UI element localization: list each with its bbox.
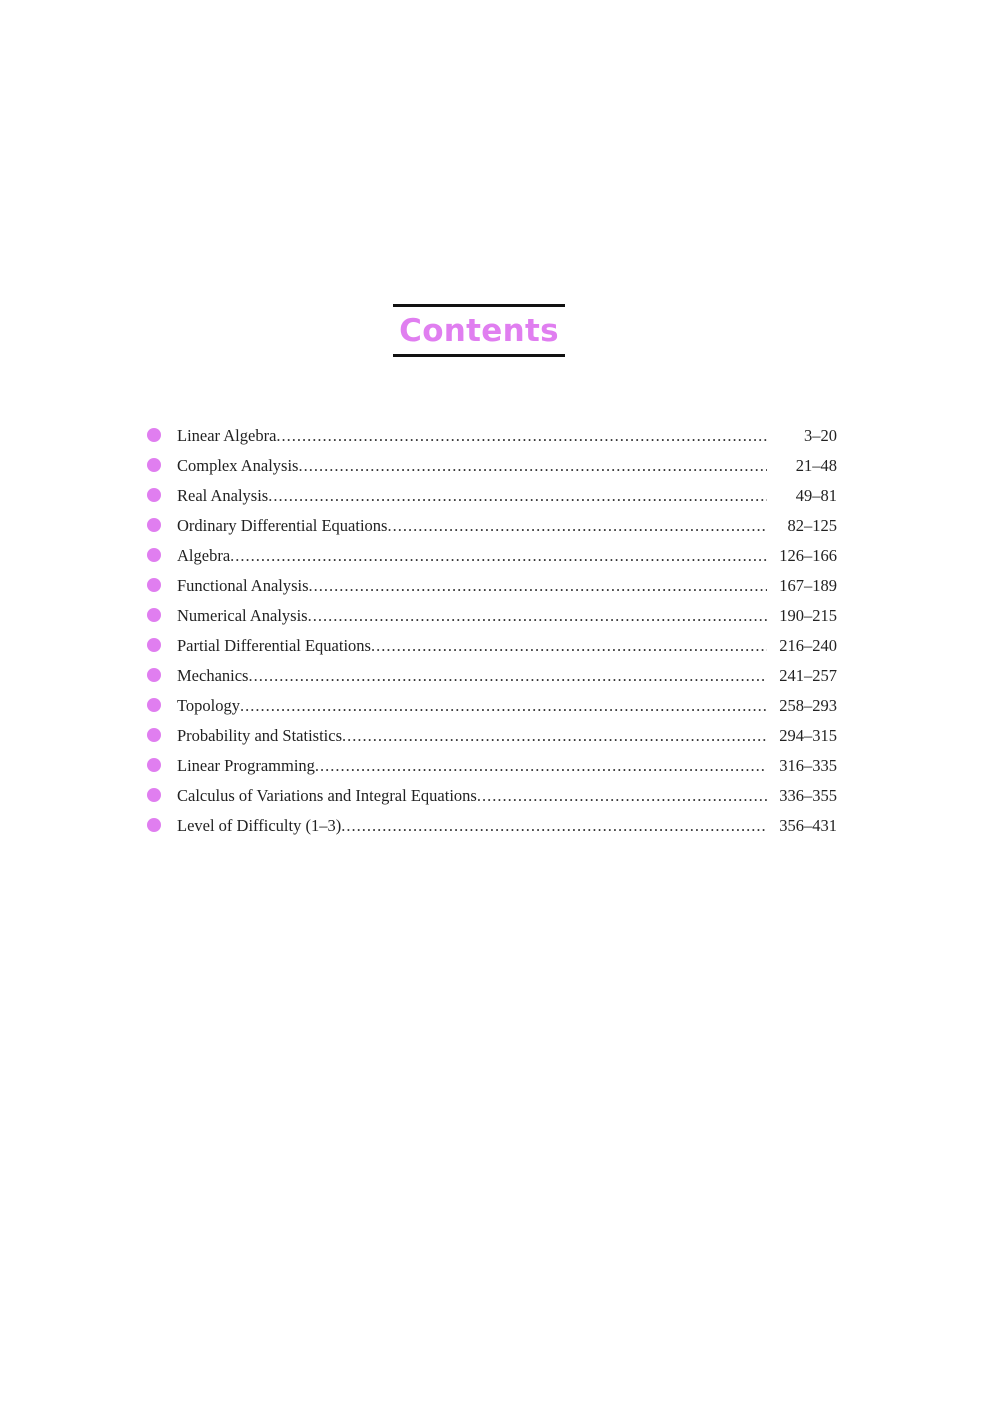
dot-leader — [276, 426, 767, 446]
bullet-icon — [147, 428, 161, 442]
bullet-icon — [147, 638, 161, 652]
toc-entry-pages: 167–189 — [779, 576, 837, 595]
toc-entry-partial-differential-equations[interactable] — [147, 631, 837, 661]
toc-entry-calculus-of-variations[interactable] — [147, 781, 837, 811]
toc-entry-pages: 336–355 — [779, 786, 837, 805]
bullet-icon — [147, 818, 161, 832]
toc-entry-line — [177, 666, 837, 686]
toc-entry-line — [177, 546, 837, 566]
heading-rule-bottom — [393, 354, 565, 357]
bullet-icon — [147, 578, 161, 592]
dot-leader — [342, 726, 767, 746]
toc-entry-linear-programming[interactable] — [147, 751, 837, 781]
toc-entry-algebra[interactable] — [147, 541, 837, 571]
toc-entry-mechanics[interactable] — [147, 661, 837, 691]
bullet-icon — [147, 698, 161, 712]
page-title: Contents — [399, 313, 559, 349]
toc-entry-title: Topology — [177, 696, 241, 715]
toc-entry-topology[interactable] — [147, 691, 837, 721]
toc-entry-pages: 356–431 — [779, 816, 837, 835]
dot-leader — [308, 606, 767, 626]
toc-entry-line — [177, 756, 837, 776]
toc-entry-title: Mechanics — [177, 666, 249, 685]
dot-leader — [268, 486, 767, 506]
toc-entry-line — [177, 456, 837, 476]
toc-entry-line — [177, 576, 837, 596]
toc-entry-title: Functional Analysis — [177, 576, 309, 595]
toc-entry-line — [177, 516, 837, 536]
toc-entry-functional-analysis[interactable] — [147, 571, 837, 601]
toc-entry-line — [177, 816, 837, 836]
toc-entry-line — [177, 486, 837, 506]
bullet-icon — [147, 458, 161, 472]
dot-leader — [341, 816, 767, 836]
bullet-icon — [147, 728, 161, 742]
toc-entry-numerical-analysis[interactable] — [147, 601, 837, 631]
toc-entry-pages: 126–166 — [779, 546, 837, 565]
toc-entry-pages: 294–315 — [779, 726, 837, 745]
dot-leader — [371, 636, 767, 656]
toc-entry-pages: 3–20 — [804, 426, 837, 445]
dot-leader — [298, 456, 767, 476]
toc-entry-probability-and-statistics[interactable] — [147, 721, 837, 751]
dot-leader — [387, 516, 767, 536]
toc-entry-line — [177, 426, 837, 446]
dot-leader — [248, 666, 767, 686]
toc-entry-pages: 190–215 — [779, 606, 837, 625]
dot-leader — [477, 786, 767, 806]
toc-entry-line — [177, 696, 837, 716]
bullet-icon — [147, 518, 161, 532]
toc-entry-title: Calculus of Variations and Integral Equations — [177, 786, 477, 805]
contents-heading-block — [393, 304, 565, 358]
bullet-icon — [147, 788, 161, 802]
toc-entry-line — [177, 606, 837, 626]
heading-rule-top — [393, 304, 565, 307]
toc-entry-title: Linear Programming — [177, 756, 315, 775]
toc-entry-title: Complex Analysis — [177, 456, 299, 475]
toc-entry-pages: 258–293 — [779, 696, 837, 715]
toc-entry-line — [177, 726, 837, 746]
dot-leader — [230, 546, 767, 566]
toc-entry-title: Level of Difficulty (1–3) — [177, 816, 342, 835]
bullet-icon — [147, 608, 161, 622]
dot-leader — [315, 756, 767, 776]
toc-entry-title: Partial Differential Equations — [177, 636, 371, 655]
toc-entry-level-of-difficulty[interactable] — [147, 811, 837, 841]
toc-entry-line — [177, 636, 837, 656]
toc-entry-ordinary-differential-equations[interactable] — [147, 511, 837, 541]
dot-leader — [309, 576, 767, 596]
toc-entry-complex-analysis[interactable] — [147, 451, 837, 481]
toc-entry-title: Linear Algebra — [177, 426, 277, 445]
table-of-contents — [147, 421, 837, 841]
bullet-icon — [147, 488, 161, 502]
toc-entry-pages: 82–125 — [787, 516, 837, 535]
toc-entry-pages: 21–48 — [795, 456, 837, 475]
bullet-icon — [147, 668, 161, 682]
toc-entry-title: Ordinary Differential Equations — [177, 516, 388, 535]
bullet-icon — [147, 758, 161, 772]
toc-entry-title: Probability and Statistics — [177, 726, 342, 745]
toc-entry-pages: 49–81 — [795, 486, 837, 505]
toc-entry-title: Real Analysis — [177, 486, 269, 505]
toc-entry-title: Algebra — [177, 546, 231, 565]
toc-entry-real-analysis[interactable] — [147, 481, 837, 511]
toc-entry-line — [177, 786, 837, 806]
toc-entry-pages: 241–257 — [779, 666, 837, 685]
toc-entry-title: Numerical Analysis — [177, 606, 308, 625]
dot-leader — [240, 696, 767, 716]
toc-entry-pages: 316–335 — [779, 756, 837, 775]
toc-entry-linear-algebra[interactable] — [147, 421, 837, 451]
toc-entry-pages: 216–240 — [779, 636, 837, 655]
bullet-icon — [147, 548, 161, 562]
